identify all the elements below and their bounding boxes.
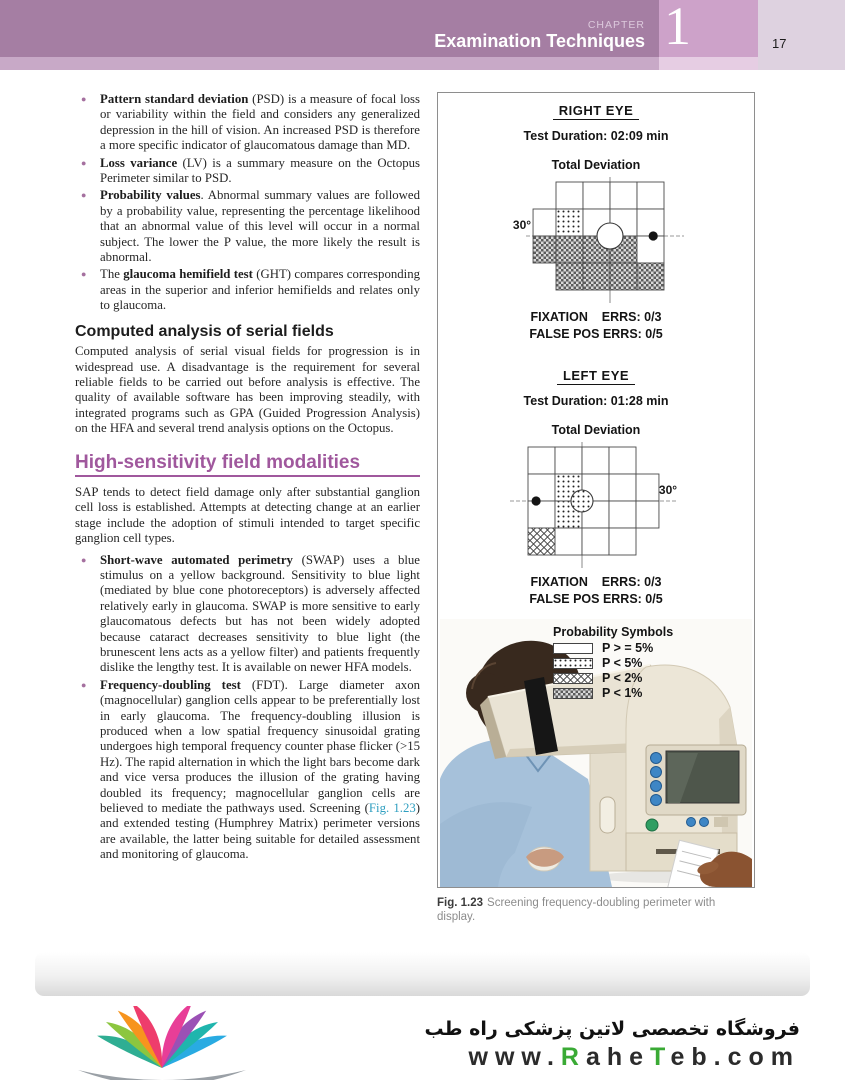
left-eye-fixation-errors: FIXATION ERRS: 0/3 xyxy=(530,575,662,589)
header-bar xyxy=(0,0,659,57)
serial-fields-paragraph: Computed analysis of serial visual fields for progression is in widespread use. A disadvantage is the requirement for several reliable fields to be carried out before analysis is effective. The quality of available software has been improving steadily, with integrated programs such as GPA (Guided Progression Analysis) on the HFA and several trend analysis options on the Octopus. xyxy=(75,344,420,436)
summary-bullet-list xyxy=(75,92,420,314)
left-eye-false-pos-errors: FALSE POS ERRS: 0/5 xyxy=(529,592,663,606)
power-button xyxy=(646,819,658,831)
figure-reference-link[interactable]: Fig. 1.23 xyxy=(368,801,416,816)
device-handle xyxy=(600,797,615,833)
legend-item: P < 2% xyxy=(553,671,673,685)
website-url[interactable]: www.RaheTeb.com xyxy=(468,1043,800,1071)
legend-item: P < 5% xyxy=(553,656,673,670)
right-eye-title: RIGHT EYE xyxy=(553,103,640,120)
high-sensitivity-intro: SAP tends to detect field damage only after substantial ganglion cell loss is established. Attempts at detecting change at an earlier stage include the adoption of stimuli intended to target specific ganglion cell types. xyxy=(75,484,420,546)
store-name-persian: فروشگاه تخصصی لاتین پزشکی راه طب xyxy=(424,1018,800,1040)
legend-swatch-hatch xyxy=(553,673,593,684)
perimeter-photo-area xyxy=(440,619,752,888)
modalities-bullet-list xyxy=(75,553,420,863)
right-eye-printout xyxy=(438,101,754,342)
right-eye-deviation-map xyxy=(446,174,746,308)
left-eye-deviation-map xyxy=(446,439,746,573)
legend-title: Probability Symbols xyxy=(553,625,674,639)
figure-caption-text: Screening frequency-doubling perimeter with display. xyxy=(437,897,716,923)
right-eye-map-title: Total Deviation xyxy=(551,158,641,172)
figure-column xyxy=(437,92,755,924)
chapter-number-strip xyxy=(659,57,758,70)
bullet-ght: ● The glaucoma hemifield test (GHT) compares corresponding areas in the superior and inferior hemifields and relates only to glaucoma. xyxy=(75,267,420,313)
header-strip xyxy=(0,57,659,70)
chapter-title: Examination Techniques xyxy=(434,31,645,51)
bullet-probability-values: ● Probability values. Abnormal summary values are followed by a probability value, representing the percentage likelihood that an abnormal value of this level will occur in a normal subject. The lower the P value, the more likely the result is abnormal. xyxy=(75,188,420,265)
section-heading-high-sensitivity: High-sensitivity field modalities xyxy=(75,455,420,477)
page-number-box xyxy=(758,0,845,70)
bullet-fdt: ● Frequency-doubling test (FDT). Large diameter axon (magnocellular) ganglion cells appear to be preferentially lost in early glaucoma. The frequency-doubling illusion is produced when a low spatial frequency sinusoidal grating undergoes high temporal frequency counter phase flicker (>15 Hz). The rapid alternation in which the light bars become dark and vice versa produces the illusion of the grating having doubled its frequency; magnocellular ganglion cells are believed to mediate the pathways used. Screening (Fig. 1.23) and extended testing (Humphrey Matrix) perimeter versions are available, the latter being suitable for detailed assessment and monitoring of glaucoma. xyxy=(75,678,420,863)
right-eye-false-pos-errors: FALSE POS ERRS: 0/5 xyxy=(529,327,663,341)
left-eye-duration: Test Duration: 01:28 min xyxy=(523,394,669,408)
bullet-swap: ● Short-wave automated perimetry (SWAP) uses a blue stimulus on a yellow background. Sensitivity to blue light (mediated by blue cone photoreceptors) is adversely affected relatively early in glaucoma. SWAP is more sensitive to early glaucomatous defects but has not been widely adopted because cataract decreases sensitivity to blue light (the brunescent lens acts as a yellow filter) and patients frequently dislike the lengthy test. It is available on newer HFA models. xyxy=(75,553,420,676)
right-eye-duration: Test Duration: 02:09 min xyxy=(523,129,669,143)
left-eye-printout xyxy=(438,366,754,607)
chapter-number-box xyxy=(659,0,758,57)
figure-caption xyxy=(437,896,755,924)
page-number: 17 xyxy=(772,36,787,51)
page-header xyxy=(0,0,845,70)
chapter-label: CHAPTER xyxy=(587,19,645,31)
svg-text:30°: 30° xyxy=(512,218,532,232)
legend-swatch-dots xyxy=(553,658,593,669)
figure-caption-label: Fig. 1.23 xyxy=(437,897,484,909)
figure-1-23-panel xyxy=(437,92,755,888)
left-eye-title: LEFT EYE xyxy=(557,368,635,385)
svg-text:30°: 30° xyxy=(658,483,678,497)
bullet-psd: ● Pattern standard deviation (PSD) is a measure of focal loss or variability within the field and considers any generalized depression in the hill of vision. An increased PSD is therefore a more specific indicator of glaucomatous damage than MD. xyxy=(75,92,420,154)
legend-item: P < 1% xyxy=(553,686,673,700)
section-heading-serial-fields: Computed analysis of serial fields xyxy=(75,322,334,340)
probability-legend xyxy=(553,625,673,701)
book-base xyxy=(78,1070,246,1080)
text-column xyxy=(75,92,420,924)
raheteb-logo xyxy=(65,1006,260,1080)
brand-text xyxy=(425,1018,800,1072)
bullet-loss-variance: ● Loss variance (LV) is a summary measure on the Octopus Perimeter similar to PSD. xyxy=(75,156,420,187)
page-shadow-band xyxy=(35,952,810,996)
main-content xyxy=(0,70,845,924)
left-eye-map-title: Total Deviation xyxy=(551,423,641,437)
right-eye-fixation-errors: FIXATION ERRS: 0/3 xyxy=(530,310,662,324)
legend-swatch-blank xyxy=(553,643,593,654)
legend-swatch-check xyxy=(553,688,593,699)
legend-item: P > = 5% xyxy=(553,641,673,655)
watermark-footer xyxy=(0,996,845,1080)
chapter-number: 1 xyxy=(664,0,691,56)
